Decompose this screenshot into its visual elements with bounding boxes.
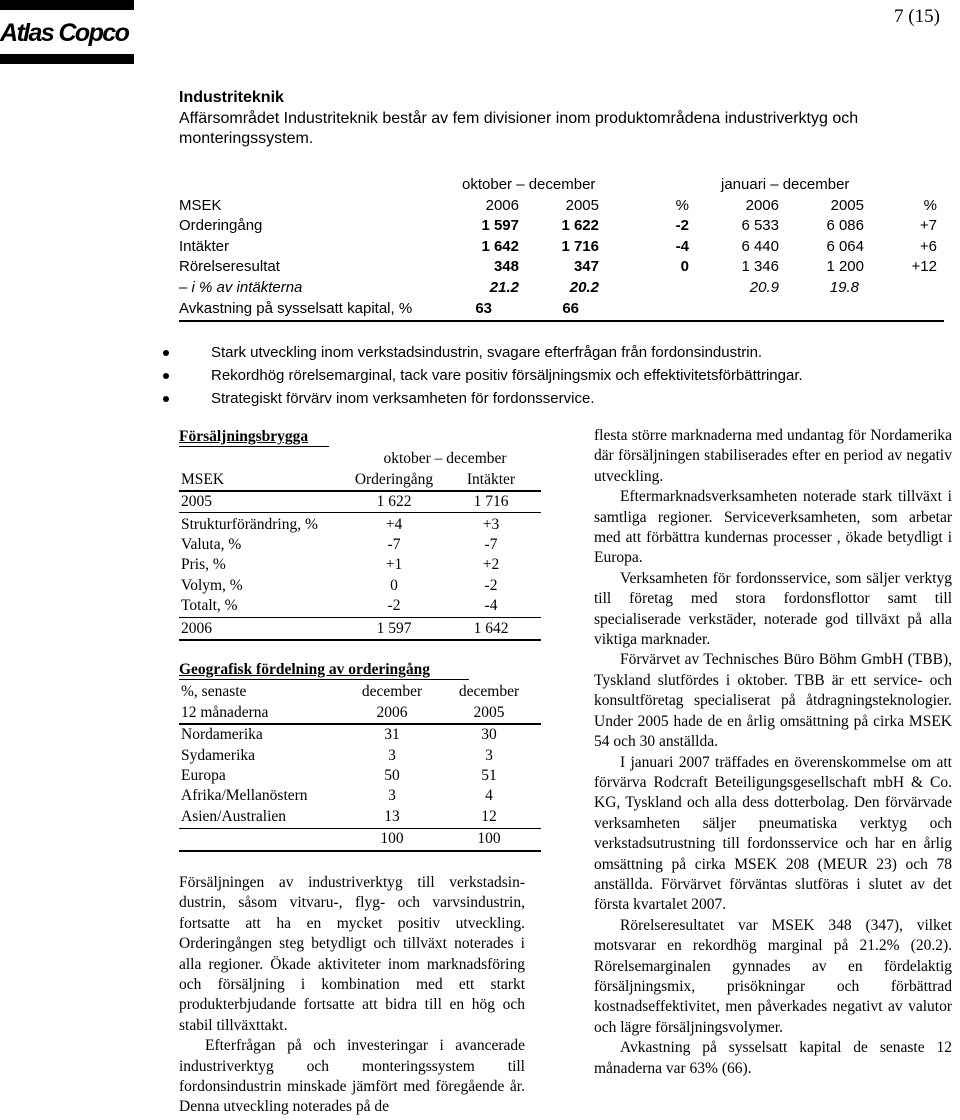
list-item-text: Stark utveckling inom verkstadsindustrin, svagare efterfrågan från fordonsindustrin. bbox=[211, 344, 763, 361]
column-header-row bbox=[179, 470, 541, 490]
cell: +3 bbox=[482, 515, 500, 533]
bullet-icon bbox=[163, 396, 169, 402]
table-row bbox=[179, 278, 944, 299]
table-row bbox=[179, 786, 541, 806]
company-logo bbox=[0, 0, 134, 64]
cell: 0 bbox=[390, 576, 398, 594]
cell: -4 bbox=[484, 597, 498, 615]
list-item-text: Strategiskt förvärv inom verksamheten för fordonsservice. bbox=[211, 390, 595, 407]
col-header: % bbox=[923, 196, 937, 214]
cell: 0 bbox=[680, 258, 689, 276]
cell: -7 bbox=[484, 535, 498, 553]
right-body-text bbox=[594, 426, 952, 1079]
paragraph: Avkastning på sysselsatt kapital de senaste 12 månaderna var 63% (66). bbox=[594, 1039, 952, 1077]
cell: 30 bbox=[481, 726, 497, 744]
unit-label: MSEK bbox=[181, 470, 225, 488]
table-row bbox=[179, 596, 541, 616]
cell: 31 bbox=[384, 726, 400, 744]
unit-label: MSEK bbox=[179, 196, 222, 214]
table-bottom-rule bbox=[179, 320, 944, 322]
cell: +4 bbox=[385, 515, 403, 533]
cell: 51 bbox=[481, 766, 497, 784]
title-rule bbox=[179, 446, 329, 447]
cell: 50 bbox=[384, 766, 400, 784]
section-intro: Affärsområdet Industriteknik består av fem divisioner inom produktområdena industriverktyg och monteringssystem. bbox=[179, 110, 859, 147]
col-header: december bbox=[458, 683, 520, 701]
paragraph: Försäljningen av industriverktyg till verkstadsin-dustrin, såsom vitvaru-, flyg- och varvsindustrin, fortsatte att ha en mycket positiv utveckling. Orderingången steg betydligt och tillväxt noterades i alla regioner. Ökade aktiviteter inom marknadsföring och försäljning i kombination med ett starkt produkterbjudande fortsatte att bidra till en hög och stabil tillväxttakt. bbox=[179, 874, 525, 1034]
cell: 1 622 bbox=[376, 493, 412, 511]
cell: 348 bbox=[493, 258, 519, 276]
table-row bbox=[179, 807, 541, 827]
cell: 1 597 bbox=[376, 619, 412, 637]
cell: 1 622 bbox=[561, 217, 599, 235]
col-header: 2005 bbox=[565, 196, 599, 214]
col-header: Orderingång bbox=[354, 470, 434, 488]
cell: +7 bbox=[919, 217, 937, 235]
cell: +6 bbox=[919, 237, 937, 255]
paragraph: flesta större marknaderna med undantag för Nordamerika där försäljningen stabiliserades efter en period av negativ utveckling. bbox=[594, 427, 952, 485]
row-label: Nordamerika bbox=[181, 726, 263, 744]
total-row bbox=[179, 829, 541, 849]
table-bottom-rule bbox=[179, 850, 541, 852]
total-cell: 100 bbox=[380, 830, 404, 848]
col-header: 2006 bbox=[376, 703, 408, 721]
row-label: Sydamerika bbox=[181, 746, 256, 764]
row-label: Rörelseresultat bbox=[179, 258, 280, 276]
period-label: oktober – december bbox=[383, 450, 507, 468]
cell: 19.8 bbox=[829, 278, 859, 296]
cell: 3 bbox=[388, 787, 396, 805]
col-header: 2006 bbox=[485, 196, 519, 214]
col-header: Intäkter bbox=[466, 470, 516, 488]
page-number: 7 (15) bbox=[894, 6, 940, 27]
list-item-text: Rekordhög rörelsemarginal, tack vare positiv försäljningsmix och effektivitetsförbättringar. bbox=[211, 367, 803, 384]
table-title: Försäljningsbrygga bbox=[179, 428, 309, 445]
cell: 347 bbox=[573, 258, 599, 276]
table-title-row bbox=[179, 427, 541, 447]
row-label: Intäkter bbox=[179, 237, 230, 255]
header-label: 12 månaderna bbox=[181, 703, 269, 721]
table-row bbox=[179, 535, 541, 555]
key-figures-table bbox=[179, 175, 944, 319]
row-label: Volym, % bbox=[181, 576, 243, 594]
period-header-row bbox=[179, 175, 944, 196]
col-header: december bbox=[361, 683, 423, 701]
paragraph: Eftermarknadsverksamheten noterade stark tillväxt i samtliga regioner. Serviceverksamheten, som arbetar med att förbättra kundernas processer , ökade betydligt i Europa. bbox=[594, 488, 952, 567]
row-label: Avkastning på sysselsatt kapital, % bbox=[179, 299, 413, 317]
cell: 1 716 bbox=[473, 493, 509, 511]
cell: 6 086 bbox=[826, 217, 864, 235]
row-label: Asien/Australien bbox=[181, 807, 287, 825]
cell: 12 bbox=[481, 807, 497, 825]
column-header-row bbox=[179, 682, 541, 702]
bullet-icon bbox=[163, 373, 169, 379]
paragraph: I januari 2007 träffades en överenskommelse om att förvärva Rodcraft Beteiligungsgesellschaft mbH & Co. KG, Tyskland och alla dess dotterbolag. Den förvärvade verksamheten säljer pneumatiska verktyg och verkstadsutrustning till fordonsservice och har en årlig omsättning på cirka MSEK 208 (MEUR 23) och 78 anställda. Förvärvet förväntas slutföras i slutet av det första kvartalet 2007. bbox=[594, 753, 952, 914]
cell: -7 bbox=[387, 535, 401, 553]
cell: 20.9 bbox=[749, 278, 779, 296]
geographic-distribution-table bbox=[179, 660, 541, 850]
row-label: Valuta, % bbox=[181, 535, 242, 553]
cell: -2 bbox=[387, 597, 401, 615]
cell: 1 597 bbox=[481, 217, 519, 235]
cell: 1 716 bbox=[561, 237, 599, 255]
row-label: Europa bbox=[181, 766, 226, 784]
column-header-row bbox=[179, 196, 944, 217]
row-label: Orderingång bbox=[179, 217, 263, 235]
title-rule bbox=[179, 679, 469, 680]
table-row bbox=[179, 216, 944, 237]
table-row bbox=[179, 492, 541, 512]
table-title: Geografisk fördelning av orderingång bbox=[179, 661, 431, 678]
cell: -4 bbox=[675, 237, 689, 255]
table-row bbox=[179, 725, 541, 745]
table-row bbox=[179, 299, 944, 320]
logo-top-bar bbox=[0, 0, 134, 10]
cell: 6 064 bbox=[826, 237, 864, 255]
period-year-label: januari – december bbox=[721, 176, 850, 193]
cell: +2 bbox=[482, 556, 500, 574]
row-label: Strukturförändring, % bbox=[181, 515, 318, 533]
table-title-row bbox=[179, 660, 541, 680]
cell: 3 bbox=[485, 746, 493, 764]
bullet-icon bbox=[163, 350, 169, 356]
col-header: 2005 bbox=[473, 703, 505, 721]
row-label: Afrika/Mellanöstern bbox=[181, 787, 308, 805]
row-rule bbox=[179, 512, 541, 513]
cell: 3 bbox=[388, 746, 396, 764]
left-body-text bbox=[179, 873, 525, 1118]
table-row bbox=[179, 257, 944, 278]
period-quarter-label: oktober – december bbox=[462, 176, 596, 193]
table-row bbox=[179, 237, 944, 258]
cell: 21.2 bbox=[489, 278, 519, 296]
cell: 1 346 bbox=[741, 258, 779, 276]
table-row bbox=[179, 515, 541, 535]
table-row bbox=[179, 766, 541, 786]
period-row bbox=[179, 449, 541, 469]
row-label: 2006 bbox=[181, 619, 212, 637]
cell: 66 bbox=[562, 299, 579, 317]
table-row bbox=[179, 555, 541, 575]
table-row bbox=[179, 619, 541, 639]
row-label: Totalt, % bbox=[181, 597, 238, 615]
cell: 6 440 bbox=[741, 237, 779, 255]
row-label: Pris, % bbox=[181, 556, 226, 574]
cell: -2 bbox=[484, 576, 498, 594]
table-bottom-rule bbox=[179, 639, 541, 641]
cell: 1 642 bbox=[473, 619, 509, 637]
col-header: % bbox=[675, 196, 689, 214]
table-row bbox=[179, 576, 541, 596]
cell: 1 200 bbox=[826, 258, 864, 276]
cell: 63 bbox=[475, 299, 492, 317]
col-header: 2005 bbox=[830, 196, 864, 214]
header-label: %, senaste bbox=[181, 683, 247, 701]
col-header: 2006 bbox=[745, 196, 779, 214]
paragraph: Förvärvet av Technisches Büro Böhm GmbH (TBB), Tyskland slutfördes i oktober. TBB är ett service- och konsultföretag specialiserat på åtdragningsteknologier. Under 2005 hade de en årlig omsättning på cirka MSEK 54 och 30 anställda. bbox=[594, 651, 952, 751]
logo-bottom-bar bbox=[0, 54, 134, 64]
row-label: 2005 bbox=[181, 493, 212, 511]
cell: 13 bbox=[384, 807, 400, 825]
cell: -2 bbox=[675, 217, 689, 235]
section-title: Industriteknik bbox=[179, 89, 284, 106]
cell: 20.2 bbox=[569, 278, 599, 296]
cell: 4 bbox=[485, 787, 493, 805]
row-label: – i % av intäkterna bbox=[179, 278, 303, 296]
total-cell: 100 bbox=[477, 830, 501, 848]
cell: +1 bbox=[385, 556, 403, 574]
cell: 6 533 bbox=[741, 217, 779, 235]
cell: +12 bbox=[911, 258, 937, 276]
paragraph: Rörelseresultatet var MSEK 348 (347), vilket motsvarar en rekordhög marginal på 21.2% (20.2). Rörelsemarginalen gynnades av en fördelaktig försäljningsmix, prisökningar och förbättrad kostnadseffektivitet, men påverkades negativt av valutor och lägre försäljningsvolymer. bbox=[594, 916, 952, 1036]
sales-bridge-table bbox=[179, 427, 541, 639]
table-row bbox=[179, 746, 541, 766]
cell: 1 642 bbox=[481, 237, 519, 255]
paragraph: Efterfrågan på och investeringar i avancerade industriverktyg och monteringssystem till fordonsindustrin minskade jämfört med föregående år. Denna utveckling noterades på de bbox=[179, 1037, 525, 1116]
logo-wordmark: Atlas Copco bbox=[0, 19, 129, 47]
paragraph: Verksamheten för fordonsservice, som säljer verktyg till företag med stora fordonsflottor samt till specialiserade verkstäder, noterade god tillväxt på alla viktiga marknader. bbox=[594, 569, 952, 649]
column-header-row bbox=[179, 703, 541, 723]
